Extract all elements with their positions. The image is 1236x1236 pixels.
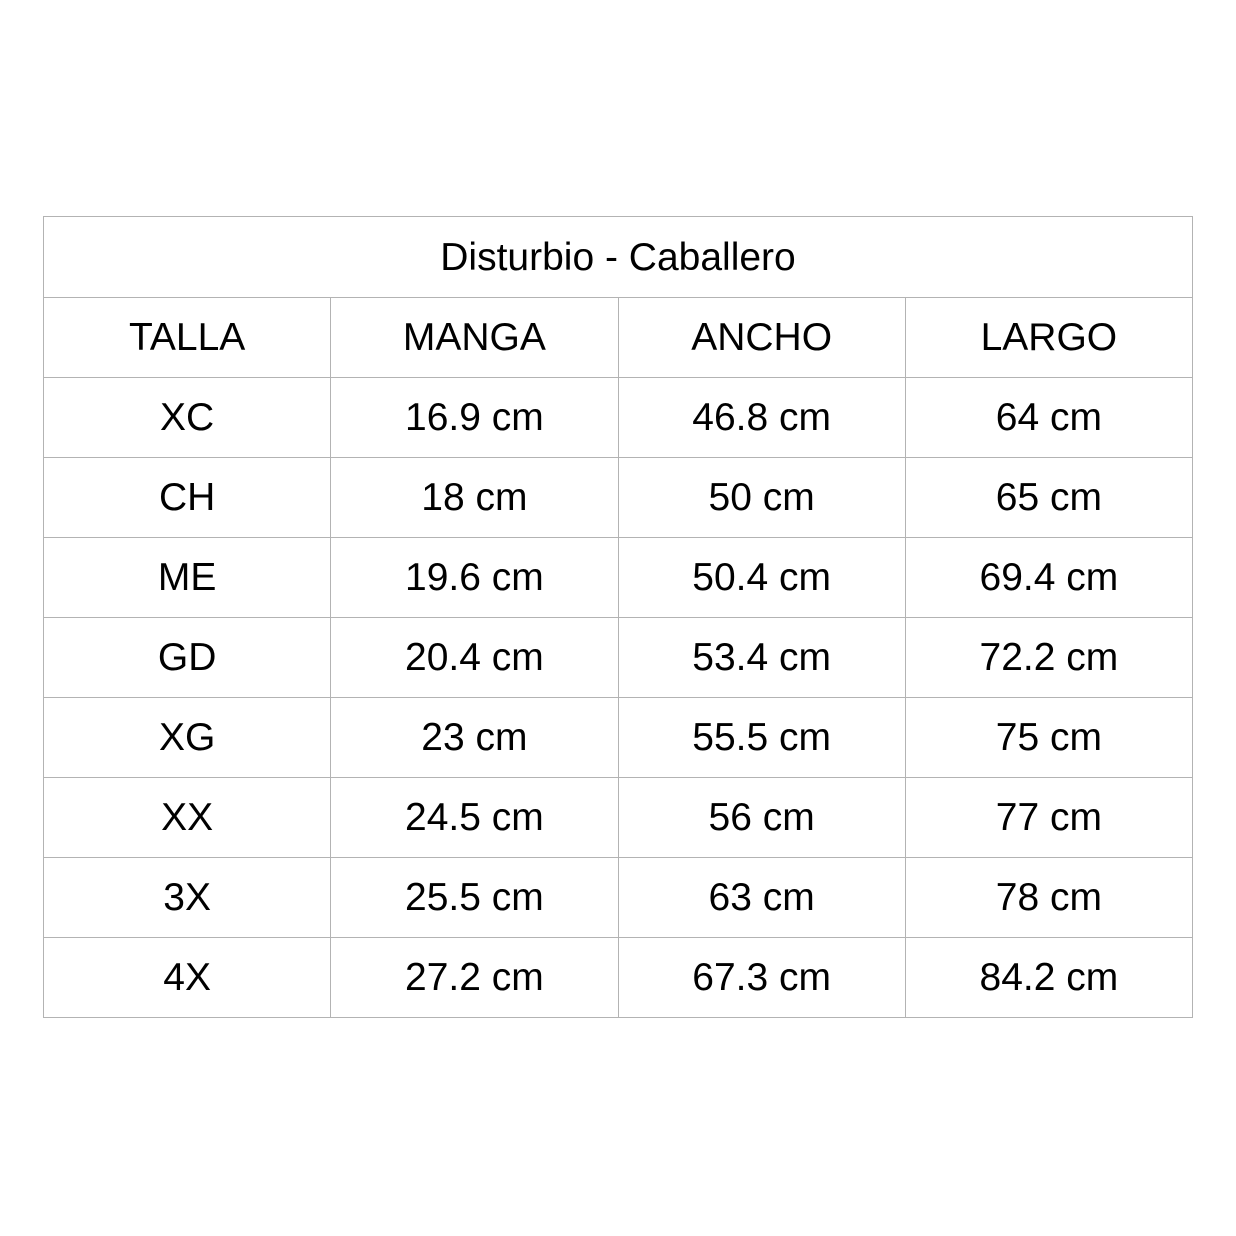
length-cell: 72.2 cm: [905, 618, 1192, 698]
width-cell: 56 cm: [618, 778, 905, 858]
length-cell: 65 cm: [905, 458, 1192, 538]
width-cell: 67.3 cm: [618, 938, 905, 1018]
table-body: [44, 378, 1193, 1018]
length-cell: 77 cm: [905, 778, 1192, 858]
sleeve-cell: 25.5 cm: [331, 858, 618, 938]
size-cell: 4X: [44, 938, 331, 1018]
size-cell: XX: [44, 778, 331, 858]
length-cell: 64 cm: [905, 378, 1192, 458]
table-row: [44, 698, 1193, 778]
sleeve-cell: 27.2 cm: [331, 938, 618, 1018]
length-cell: 78 cm: [905, 858, 1192, 938]
sleeve-cell: 20.4 cm: [331, 618, 618, 698]
width-cell: 46.8 cm: [618, 378, 905, 458]
size-cell: CH: [44, 458, 331, 538]
table-row: [44, 538, 1193, 618]
sleeve-cell: 23 cm: [331, 698, 618, 778]
table-row: [44, 458, 1193, 538]
width-cell: 50 cm: [618, 458, 905, 538]
sleeve-cell: 18 cm: [331, 458, 618, 538]
size-chart-table: [43, 216, 1193, 1018]
table-title: Disturbio - Caballero: [44, 217, 1193, 298]
width-cell: 50.4 cm: [618, 538, 905, 618]
sleeve-cell: 19.6 cm: [331, 538, 618, 618]
title-row: [44, 217, 1193, 298]
table-row: [44, 378, 1193, 458]
length-cell: 84.2 cm: [905, 938, 1192, 1018]
table-row: [44, 778, 1193, 858]
column-header-talla: TALLA: [44, 298, 331, 378]
column-header-manga: MANGA: [331, 298, 618, 378]
size-cell: GD: [44, 618, 331, 698]
size-cell: XG: [44, 698, 331, 778]
width-cell: 63 cm: [618, 858, 905, 938]
size-cell: 3X: [44, 858, 331, 938]
sleeve-cell: 24.5 cm: [331, 778, 618, 858]
size-cell: ME: [44, 538, 331, 618]
width-cell: 55.5 cm: [618, 698, 905, 778]
table-head: [44, 217, 1193, 378]
column-header-largo: LARGO: [905, 298, 1192, 378]
length-cell: 75 cm: [905, 698, 1192, 778]
size-cell: XC: [44, 378, 331, 458]
header-row: [44, 298, 1193, 378]
length-cell: 69.4 cm: [905, 538, 1192, 618]
table-row: [44, 938, 1193, 1018]
sleeve-cell: 16.9 cm: [331, 378, 618, 458]
width-cell: 53.4 cm: [618, 618, 905, 698]
column-header-ancho: ANCHO: [618, 298, 905, 378]
table-row: [44, 858, 1193, 938]
table-row: [44, 618, 1193, 698]
